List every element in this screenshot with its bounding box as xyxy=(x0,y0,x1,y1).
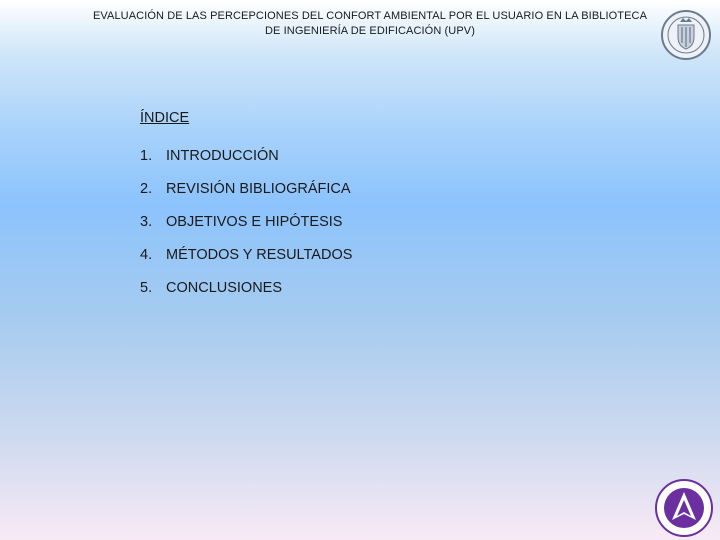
index-title: ÍNDICE xyxy=(140,110,190,126)
item-number: 2. xyxy=(140,181,153,197)
item-label: OBJETIVOS E HIPÓTESIS xyxy=(166,214,343,230)
item-number: 1. xyxy=(140,148,153,164)
list-item xyxy=(140,181,352,214)
item-label: INTRODUCCIÓN xyxy=(166,148,279,164)
index-list xyxy=(140,148,352,313)
index-section xyxy=(140,110,352,313)
university-seal-icon xyxy=(660,9,712,61)
list-item xyxy=(140,214,352,247)
slide-header xyxy=(90,9,650,39)
list-item xyxy=(140,247,352,280)
item-number: 3. xyxy=(140,214,153,230)
list-item xyxy=(140,280,352,313)
header-line-1: EVALUACIÓN DE LAS PERCEPCIONES DEL CONFORT AMBIENTAL POR EL USUARIO EN LA BIBLIOTECA xyxy=(92,10,648,22)
list-item xyxy=(140,148,352,181)
school-badge-icon xyxy=(654,478,714,538)
item-label: REVISIÓN BIBLIOGRÁFICA xyxy=(166,181,351,197)
header-line-2: DE INGENIERÍA DE EDIFICACIÓN (UPV) xyxy=(265,25,475,37)
item-number: 4. xyxy=(140,247,153,263)
item-label: MÉTODOS Y RESULTADOS xyxy=(166,247,353,263)
item-label: CONCLUSIONES xyxy=(166,280,283,296)
item-number: 5. xyxy=(140,280,153,296)
